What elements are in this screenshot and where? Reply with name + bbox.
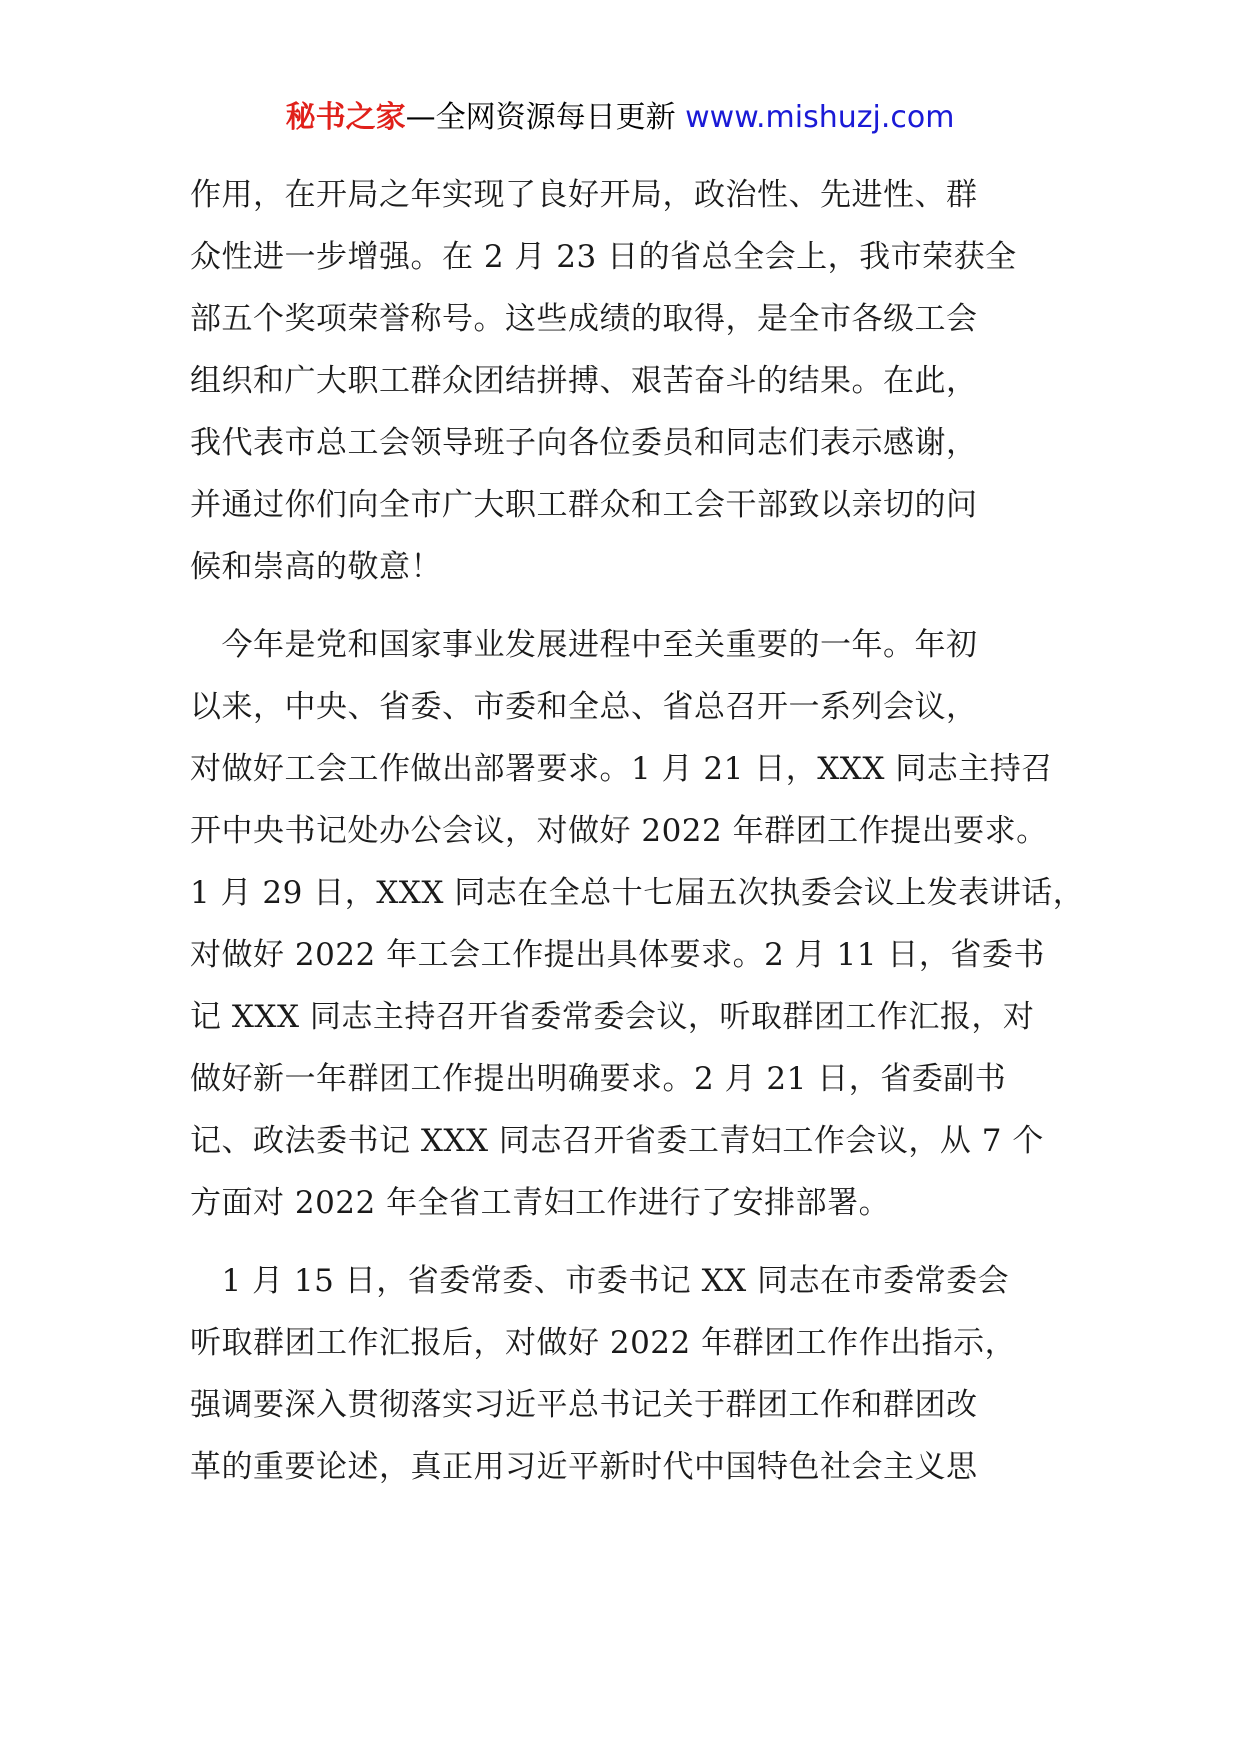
text-line: 对做好工会工作做出部署要求。1 月 21 日，XXX 同志主持召 bbox=[190, 751, 1053, 787]
text-line: 部五个奖项荣誉称号。这些成绩的取得，是全市各级工会 bbox=[190, 301, 978, 337]
text-line: 1 月 29 日，XXX 同志在全总十七届五次执委会议上发表讲话， bbox=[190, 875, 1085, 911]
text-line: 今年是党和国家事业发展进程中至关重要的一年。年初 bbox=[190, 627, 978, 663]
text-line: 强调要深入贯彻落实习近平总书记关于群团工作和群团改 bbox=[190, 1387, 978, 1423]
document-body bbox=[190, 164, 1085, 1498]
text-line: 组织和广大职工群众团结拼搏、艰苦奋斗的结果。在此， bbox=[190, 363, 978, 399]
text-line: 革的重要论述，真正用习近平新时代中国特色社会主义思 bbox=[190, 1449, 978, 1485]
paragraph-spacer bbox=[190, 1234, 1052, 1250]
text-line: 开中央书记处办公会议，对做好 2022 年群团工作提出要求。 bbox=[190, 813, 1048, 849]
text-line: 对做好 2022 年工会工作提出具体要求。2 月 11 日，省委书 bbox=[190, 937, 1045, 973]
text-line: 我代表市总工会领导班子向各位委员和同志们表示感谢， bbox=[190, 425, 978, 461]
text-line: 作用，在开局之年实现了良好开局，政治性、先进性、群 bbox=[190, 177, 978, 213]
site-url-link[interactable]: www.mishuzj.com bbox=[685, 100, 955, 135]
text-line: 记、政法委书记 XXX 同志召开省委工青妇工作会议，从 7 个 bbox=[190, 1123, 1044, 1159]
text-line: 以来，中央、省委、市委和全总、省总召开一系列会议， bbox=[190, 689, 978, 725]
text-line: 众性进一步增强。在 2 月 23 日的省总全会上，我市荣获全 bbox=[190, 239, 1017, 275]
text-line: 候和崇高的敬意！ bbox=[190, 549, 442, 585]
text-line: 方面对 2022 年全省工青妇工作进行了安排部署。 bbox=[190, 1185, 891, 1221]
site-brand: 秘书之家 bbox=[285, 100, 406, 135]
text-line: 做好新一年群团工作提出明确要求。2 月 21 日，省委副书 bbox=[190, 1061, 1007, 1097]
text-line: 1 月 15 日，省委常委、市委书记 XX 同志在市委常委会 bbox=[190, 1263, 1010, 1299]
text-line: 记 XXX 同志主持召开省委常委会议，听取群团工作汇报，对 bbox=[190, 999, 1035, 1035]
paragraph bbox=[190, 164, 1052, 598]
paragraph bbox=[190, 614, 1085, 1234]
text-line: 并通过你们向全市广大职工群众和工会干部致以亲切的问 bbox=[190, 487, 978, 523]
site-header bbox=[0, 98, 1240, 138]
paragraph bbox=[190, 1250, 1052, 1498]
site-tagline: —全网资源每日更新 bbox=[405, 100, 686, 135]
text-line: 听取群团工作汇报后，对做好 2022 年群团工作作出指示， bbox=[190, 1325, 1017, 1361]
paragraph-spacer bbox=[190, 598, 1052, 614]
